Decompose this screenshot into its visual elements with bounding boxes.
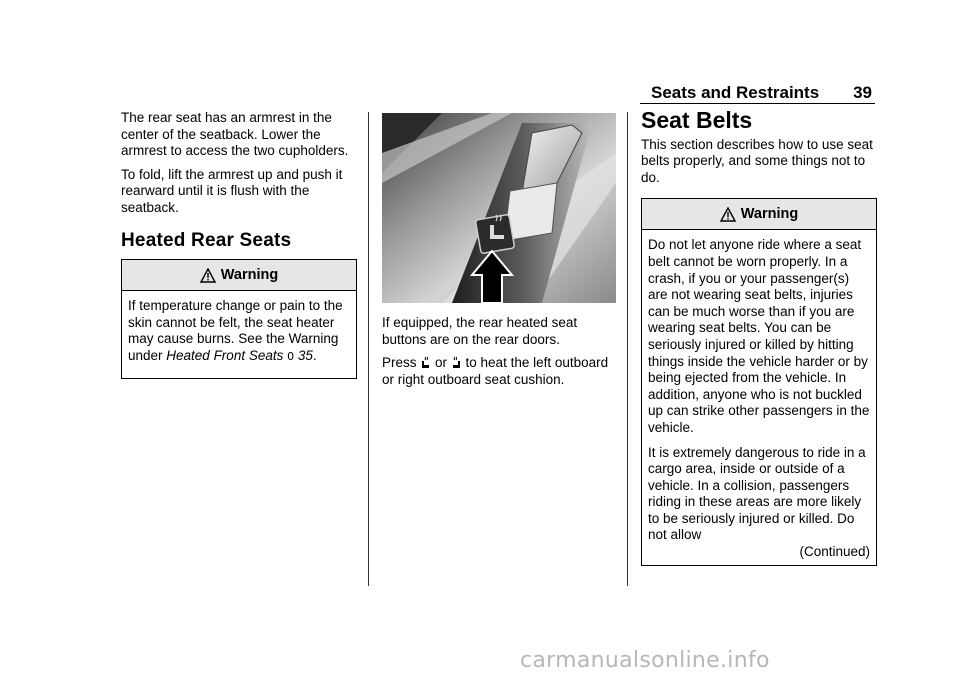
column-1 [121, 110, 357, 379]
warning-text: If temperature change or pain to the skin cannot be felt, the seat heater may cause burns. See the Warning under [128, 298, 343, 363]
warning-header [642, 199, 876, 230]
warning-box [121, 259, 357, 378]
left-heated-seat-icon [420, 356, 431, 369]
column-2 [382, 113, 616, 395]
section-title: Seats and Restraints [651, 83, 820, 102]
armrest-paragraph: The rear seat has an armrest in the center of the seatback. Lower the armrest to access the two cupholders. [121, 110, 349, 159]
watermark: carmanualsonline.info [520, 648, 770, 673]
warning-paragraph-1: Do not let anyone ride where a seat belt cannot be worn properly. In a crash, if you or your passenger(s) are not wearing seat belts, injuries can be much worse than if you are wearing seat belts. You can be seriously injured or killed by hitting things inside the vehicle harder or by being ejected from the vehicle. In addition, anyone who is not buckled up can strike other passengers in the vehicle. [648, 237, 870, 435]
heated-seat-button-photo [382, 113, 616, 303]
page-ref-number[interactable]: 35 [297, 347, 313, 363]
warning-title: Warning [740, 206, 799, 223]
header-rule [640, 103, 875, 104]
warning-body: If temperature change or pain to the skin cannot be felt, the seat heater may cause burns. See the Warning under Heated Front Seats 0 35. [128, 298, 343, 363]
seat-belts-intro: This section describes how to use seat belts properly, and some things not to do. [641, 136, 873, 185]
fold-paragraph: To fold, lift the armrest up and push it rearward until it is flush with the seatback. [121, 166, 343, 215]
continued-label: (Continued) [799, 544, 870, 560]
equipped-paragraph: If equipped, the rear heated seat buttons are on the rear doors. [382, 315, 578, 347]
warning-paragraph-2: It is extremely dangerous to ride in a cargo area, inside or outside of a vehicle. In a collision, passengers riding in these areas are more likely to be seriously injured or killed. Do not allow [648, 444, 866, 543]
press-paragraph: Press or to heat the left outboard or right outboard seat cushion. [382, 355, 609, 387]
column-divider [368, 112, 369, 586]
warning-body [642, 230, 876, 564]
warning-title: Warning [220, 266, 279, 283]
seat-belts-heading: Seat Belts [641, 107, 753, 133]
page-ref-arrow-icon: 0 [287, 349, 295, 363]
column-divider [627, 112, 628, 586]
heated-rear-seats-heading: Heated Rear Seats [121, 229, 292, 251]
right-heated-seat-icon [451, 356, 462, 369]
cross-reference-link[interactable]: Heated Front Seats [166, 347, 284, 363]
warning-box [641, 198, 877, 565]
warning-icon [200, 268, 216, 283]
page-number: 39 [853, 83, 872, 102]
column-3 [641, 107, 877, 566]
warning-header [122, 260, 356, 291]
warning-icon [720, 207, 736, 222]
